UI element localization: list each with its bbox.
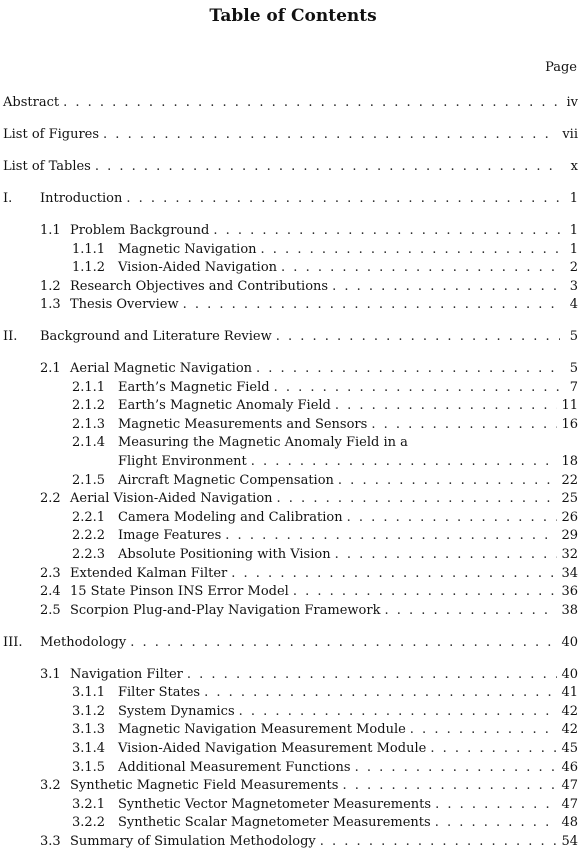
toc-entry-page: 42 <box>561 722 578 737</box>
dot-leader <box>320 834 558 850</box>
toc-entry-number: I. <box>3 191 13 206</box>
toc-entry <box>3 159 578 175</box>
toc-entry-page: 36 <box>561 584 578 599</box>
toc-entry-title: Earth’s Magnetic Anomaly Field <box>118 398 331 413</box>
toc-entry-page: 54 <box>561 834 578 849</box>
toc-entry-page: 1 <box>569 242 578 257</box>
dot-leader <box>239 704 558 720</box>
dot-leader <box>384 603 557 619</box>
toc-entry-number: 3.3 <box>40 834 61 849</box>
toc-entry-title: Aerial Magnetic Navigation <box>70 361 253 376</box>
toc-entry <box>40 279 578 295</box>
toc-entry-title: Navigation Filter <box>70 667 183 682</box>
toc-entry-number: 2.1.5 <box>72 473 106 488</box>
toc-entry-number: III. <box>3 635 23 650</box>
toc-entry <box>40 834 578 850</box>
dot-leader <box>95 159 560 175</box>
toc-entry-page: 41 <box>561 685 578 700</box>
dot-leader <box>63 95 560 111</box>
dot-leader <box>231 566 557 582</box>
toc-entry <box>72 417 578 433</box>
toc-entry <box>40 566 578 582</box>
toc-entry <box>72 510 578 526</box>
toc-entry-page: 47 <box>561 797 578 812</box>
dot-leader <box>435 797 557 813</box>
toc-entry-number: 1.2 <box>40 279 61 294</box>
dot-leader <box>335 547 558 563</box>
toc-entry-number: 1.1.2 <box>72 260 106 275</box>
toc-entry <box>72 797 578 813</box>
toc-entry-page: 26 <box>561 510 578 525</box>
toc-entry-title: Research Objectives and Contributions <box>70 279 329 294</box>
toc-entry <box>72 380 578 396</box>
toc-entry-page: 34 <box>561 566 578 581</box>
dot-leader <box>410 722 558 738</box>
toc-entry-page: 1 <box>569 191 578 206</box>
toc-entry <box>3 95 578 111</box>
toc-entry-page: 40 <box>561 635 578 650</box>
toc-entry-number: 2.2.3 <box>72 547 106 562</box>
toc-entry-number: 3.1.1 <box>72 685 106 700</box>
toc-entry-page: 1 <box>569 223 578 238</box>
toc-entry <box>40 491 578 507</box>
toc-entry-number: 2.1 <box>40 361 61 376</box>
toc-entry-title: List of Figures <box>3 127 100 142</box>
dot-leader <box>225 528 557 544</box>
dot-leader <box>103 127 558 143</box>
toc-entry <box>40 223 578 239</box>
toc-entry-title: Absolute Positioning with Vision <box>118 547 331 562</box>
toc-entry-number: 3.2.1 <box>72 797 106 812</box>
toc-entry-number: 2.4 <box>40 584 61 599</box>
toc-entry-page: 22 <box>561 473 578 488</box>
toc-entry-number: 2.5 <box>40 603 61 618</box>
toc-entry-title: Measuring the Magnetic Anomaly Field in a <box>118 435 408 450</box>
toc-entry <box>40 297 578 313</box>
dot-leader <box>293 584 558 600</box>
toc-entry-title: Vision-Aided Navigation <box>118 260 278 275</box>
toc-entry-number: 1.1 <box>40 223 61 238</box>
toc-entry <box>40 361 578 377</box>
dot-leader <box>204 685 557 701</box>
toc-entry-title: Synthetic Magnetic Field Measurements <box>70 778 339 793</box>
toc-entry-number: 2.2.1 <box>72 510 106 525</box>
toc-entry <box>72 398 578 414</box>
toc-entry-title: Thesis Overview <box>70 297 179 312</box>
toc-entry-title: Extended Kalman Filter <box>70 566 228 581</box>
toc-entry <box>3 329 578 345</box>
toc-entry <box>40 584 578 600</box>
dot-leader <box>277 491 558 507</box>
dot-leader <box>261 242 560 258</box>
dot-leader <box>355 760 558 776</box>
toc-entry-page: 3 <box>569 279 578 294</box>
toc-entry-number: 3.1.4 <box>72 741 106 756</box>
toc-entry-page: 29 <box>561 528 578 543</box>
toc-entry-title: Synthetic Scalar Magnetometer Measurements <box>118 815 431 830</box>
toc-entry <box>72 741 578 757</box>
toc-entry-title: Background and Literature Review <box>40 329 272 344</box>
toc-entry-page: 25 <box>561 491 578 506</box>
dot-leader <box>130 635 557 651</box>
toc-entry-title: Filter States <box>118 685 201 700</box>
toc-entry-page: 11 <box>561 398 578 413</box>
toc-entry-number: 3.1.3 <box>72 722 106 737</box>
toc-entry <box>72 547 578 563</box>
toc-entry-title: Introduction <box>40 191 123 206</box>
toc-entry-number: 3.1.5 <box>72 760 106 775</box>
toc-entry-title-continued: Flight Environment <box>118 454 247 469</box>
toc-entry-page: 7 <box>569 380 578 395</box>
toc-entry-number: 2.1.4 <box>72 435 106 450</box>
dot-leader <box>435 815 558 831</box>
dot-leader <box>281 260 560 276</box>
toc-entry-number: 2.3 <box>40 566 61 581</box>
toc-entry-title: Aerial Vision-Aided Navigation <box>70 491 273 506</box>
toc-entry <box>3 635 578 651</box>
dot-leader <box>338 473 558 489</box>
toc-entry <box>72 242 578 258</box>
toc-entry-title: Additional Measurement Functions <box>118 760 351 775</box>
toc-entry-number: 2.2.2 <box>72 528 106 543</box>
toc-entry-title: Methodology <box>40 635 127 650</box>
toc-entry-title: Vision-Aided Navigation Measurement Module <box>118 741 427 756</box>
page-title: Table of Contents <box>209 6 377 26</box>
toc-entry-page: 46 <box>561 760 578 775</box>
toc-entry-number: II. <box>3 329 18 344</box>
toc-entry-page: 48 <box>561 815 578 830</box>
toc-entry-page: 45 <box>561 741 578 756</box>
toc-entry-page: vii <box>562 127 578 142</box>
dot-leader <box>335 398 558 414</box>
toc-entry <box>72 528 578 544</box>
dot-leader <box>276 329 560 345</box>
toc-entry-page: x <box>570 159 578 174</box>
toc-entry-number: 3.2 <box>40 778 61 793</box>
toc-entry-number: 2.2 <box>40 491 61 506</box>
toc-entry-number: 1.3 <box>40 297 61 312</box>
toc-entry-title: Aircraft Magnetic Compensation <box>118 473 334 488</box>
toc-entry <box>40 667 578 683</box>
toc-entry <box>40 603 578 619</box>
toc-entry-page: 5 <box>569 329 578 344</box>
dot-leader <box>347 510 558 526</box>
toc-entry-page: 38 <box>561 603 578 618</box>
dot-leader <box>332 279 560 295</box>
dot-leader <box>371 417 557 433</box>
toc-entry-page: 16 <box>561 417 578 432</box>
toc-entry <box>72 722 578 738</box>
toc-entry-page: 18 <box>561 454 578 469</box>
toc-entry-page: 47 <box>561 778 578 793</box>
toc-entry-page: 42 <box>561 704 578 719</box>
dot-leader <box>342 778 557 794</box>
toc-entry-title: Summary of Simulation Methodology <box>70 834 316 849</box>
toc-entry-number: 3.1 <box>40 667 61 682</box>
toc-entry <box>72 760 578 776</box>
toc-entry-title: Problem Background <box>70 223 210 238</box>
toc-entry <box>72 260 578 276</box>
toc-entry <box>3 191 578 207</box>
toc-entry <box>72 704 578 720</box>
toc-entry-title: List of Tables <box>3 159 91 174</box>
toc-entry-number: 2.1.2 <box>72 398 106 413</box>
toc-entry-title: Magnetic Navigation <box>118 242 257 257</box>
toc-entry-title: Earth’s Magnetic Field <box>118 380 270 395</box>
page-column-header: Page <box>545 60 577 75</box>
toc-entry-title: Synthetic Vector Magnetometer Measurements <box>118 797 432 812</box>
toc-entry <box>72 473 578 489</box>
toc-entry-continuation <box>118 454 578 470</box>
toc-entry-number: 2.1.3 <box>72 417 106 432</box>
toc-entry-number: 2.1.1 <box>72 380 106 395</box>
toc-entry-title: Image Features <box>118 528 222 543</box>
toc-entry-title: Abstract <box>3 95 60 110</box>
toc-entry-page: 2 <box>569 260 578 275</box>
toc-entry <box>3 127 578 143</box>
toc-entry <box>72 685 578 701</box>
toc-entry-title: Camera Modeling and Calibration <box>118 510 343 525</box>
toc-entry <box>72 435 578 451</box>
dot-leader <box>251 454 558 470</box>
toc-entry-title: System Dynamics <box>118 704 235 719</box>
toc-entry-title: Magnetic Measurements and Sensors <box>118 417 368 432</box>
toc-entry-title: 15 State Pinson INS Error Model <box>70 584 289 599</box>
toc-entry-number: 3.1.2 <box>72 704 106 719</box>
dot-leader <box>256 361 560 377</box>
toc-entry-page: 40 <box>561 667 578 682</box>
dot-leader <box>274 380 560 396</box>
toc-entry-page: 5 <box>569 361 578 376</box>
toc-entry-page: iv <box>566 95 578 110</box>
toc-entry-title: Scorpion Plug-and-Play Navigation Framework <box>70 603 381 618</box>
toc-entry-page: 32 <box>561 547 578 562</box>
toc-entry-number: 3.2.2 <box>72 815 106 830</box>
dot-leader <box>430 741 557 757</box>
toc-entry <box>40 778 578 794</box>
toc-entry-title: Magnetic Navigation Measurement Module <box>118 722 406 737</box>
dot-leader <box>213 223 560 239</box>
dot-leader <box>183 297 560 313</box>
toc-entry <box>72 815 578 831</box>
dot-leader <box>126 191 560 207</box>
toc-entry-number: 1.1.1 <box>72 242 106 257</box>
toc-entry-page: 4 <box>569 297 578 312</box>
dot-leader <box>187 667 558 683</box>
